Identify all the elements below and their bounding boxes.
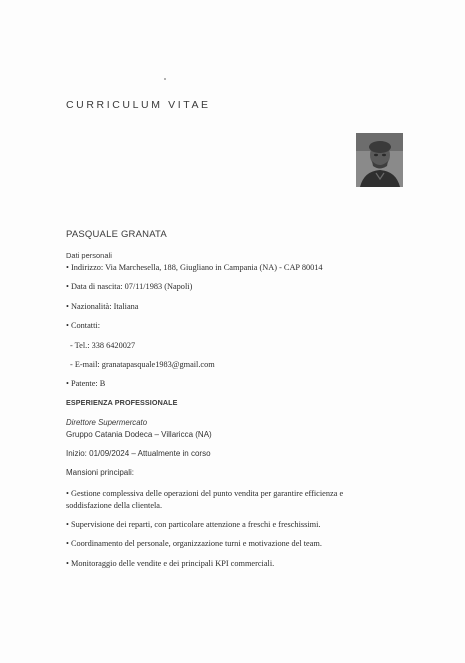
person-name: PASQUALE GRANATA <box>66 229 167 240</box>
contacts-line: • Contatti: <box>66 321 101 330</box>
license-line: • Patente: B <box>66 379 106 388</box>
birth-line: • Data di nascita: 07/11/1983 (Napoli) <box>66 282 193 291</box>
portrait-image <box>356 133 403 187</box>
duty-item: • Gestione complessiva delle operazioni del punto vendita per garantire efficienza e soddisfazione della clientela. <box>66 489 344 510</box>
scan-speck <box>164 78 166 80</box>
job-company: Gruppo Catania Dodeca – Villaricca (NA) <box>66 430 212 439</box>
personal-data-label: Dati personali <box>66 251 112 260</box>
experience-heading: ESPERIENZA PROFESSIONALE <box>66 398 178 407</box>
document-title: CURRICULUM VITAE <box>66 99 211 111</box>
address-line: • Indirizzo: Via Marchesella, 188, Giugliano in Campania (NA) - CAP 80014 <box>66 263 323 272</box>
email-line: - E-mail: granatapasquale1983@gmail.com <box>70 360 215 369</box>
duties-label: Mansioni principali: <box>66 468 135 477</box>
job-role: Direttore Supermercato <box>66 418 148 427</box>
duty-item: • Supervisione dei reparti, con particolare attenzione a freschi e freschissimi. <box>66 520 321 529</box>
nationality-line: • Nazionalità: Italiana <box>66 302 139 311</box>
job-start: Inizio: 01/09/2024 – Attualmente in corso <box>66 449 211 458</box>
duty-item: • Monitoraggio delle vendite e dei principali KPI commerciali. <box>66 559 275 568</box>
profile-photo <box>356 133 403 187</box>
duty-item: • Coordinamento del personale, organizzazione turni e motivazione del team. <box>66 539 322 548</box>
phone-line: - Tel.: 338 6420027 <box>70 341 136 350</box>
